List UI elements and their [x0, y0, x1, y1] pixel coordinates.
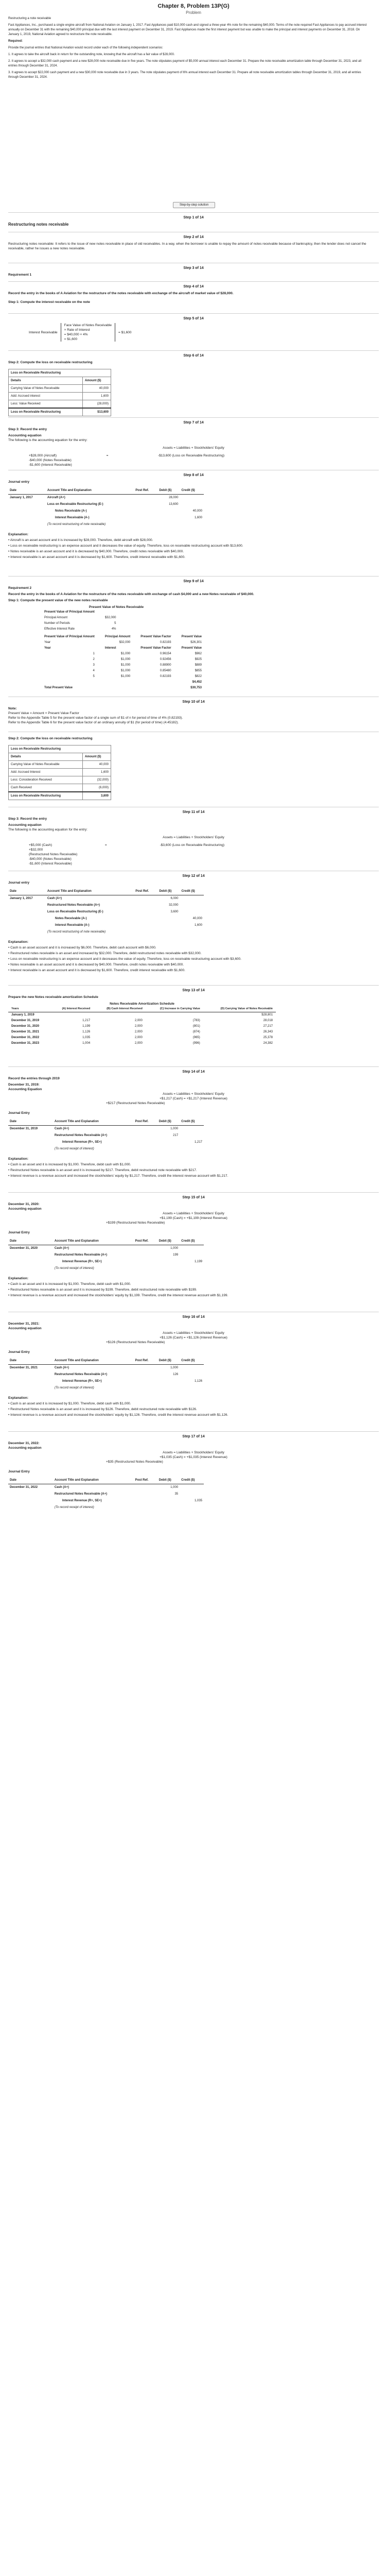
equation-line: +$1,217 (Cash) = +$1,217 (Interest Revenue)	[160, 1097, 227, 1100]
table-row: Carrying Value of Notes Receivable 40,000	[9, 761, 111, 769]
acc-eq-label: Accounting equation	[8, 1446, 42, 1450]
journal-row: Interest Receivable (A-) 1,600	[55, 516, 202, 519]
note-text: Refer to the Appendix Table 6 for the present value factor of an ordinary annuity of $1 (for period of time) (4.45182).	[8, 721, 179, 724]
step-label: Step 6 of 14	[183, 354, 204, 358]
schedule-header: (D) Carrying Value of Notes Receivable	[203, 1006, 276, 1012]
journal-label: Journal Entry	[8, 1350, 30, 1354]
explanation-item: • Interest receivable is an asset account and it is decreased by $1,600. Therefore, credit interest receivable with $1,600.	[8, 968, 379, 973]
equation-term: -$1,600 (Interest Receivable)	[29, 463, 72, 467]
step-label: Step 10 of 14	[182, 700, 205, 704]
schedule-row: December 31, 2023 1,004 2,000 (996) 24,382	[11, 1042, 273, 1045]
step-by-step-button[interactable]: Step-by-step solution	[173, 202, 215, 208]
step-label: Step 3 of 14	[183, 266, 204, 270]
formula-result: = $1,600	[118, 330, 132, 334]
acc-eq-label: Accounting equation	[8, 823, 42, 827]
step-label: Step 4 of 14	[183, 285, 204, 289]
journal-header: Credit ($)	[180, 487, 204, 495]
schedule-title: Notes Receivable Amortization Schedule	[110, 1002, 174, 1006]
journal-row: Interest Revenue (R+, SE+) 1,199	[62, 1260, 202, 1263]
explanation-item: • Notes receivable is an asset account and it is decreased by $40,000. Therefore, credit notes receivable with $40,000.	[8, 549, 379, 554]
explanation-item: • Aircraft is an asset account and it is increased by $28,000. Therefore, debit aircraft with $28,000.	[8, 538, 379, 543]
step-label: Step 1 of 14	[183, 216, 204, 219]
table-header: Amount ($)	[82, 753, 111, 761]
journal-narration: (To record receipt of interest)	[54, 1506, 94, 1509]
table-title: Loss on Receivable Restructuring	[9, 369, 111, 377]
journal-header: Post Ref.	[133, 1238, 157, 1245]
journal-header: Credit ($)	[180, 1477, 204, 1484]
step-5-section	[8, 316, 379, 342]
journal-row: Restructured Notes Receivable (A+) 32,000	[47, 904, 179, 907]
journal-header: Date	[8, 1477, 53, 1484]
step-9-section	[8, 579, 379, 691]
pv-row: 5 $1,000 0.82193 $822	[93, 675, 202, 678]
journal-table	[8, 1238, 204, 1272]
journal-header: Credit ($)	[180, 888, 204, 895]
pv-table	[39, 609, 121, 632]
equation-term: +$217 (Restructured Notes Receivable)	[106, 1101, 165, 1105]
journal-row: Interest Revenue (R+, SE+) 1,126	[62, 1380, 202, 1383]
journal-row: Notes Receivable (A-) 40,000	[55, 510, 202, 513]
pv-row: 4 $1,000 0.85480 $855	[93, 669, 202, 672]
step-15-section	[8, 1195, 379, 1299]
pv-row: Principal Amount $32,000	[44, 616, 116, 619]
step-8-section	[8, 473, 379, 561]
journal-header: Account Title and Explanation	[53, 1118, 134, 1126]
equation-line: +$1,199 (Cash) = +$1,199 (Interest Revenue)	[160, 1216, 227, 1220]
journal-table	[8, 487, 204, 528]
explanation-item: • Cash is an asset and it is increased by $1,000. Therefore, debit cash with $1,000.	[8, 1162, 379, 1167]
table-row: Cash Received (6,000)	[9, 784, 111, 792]
journal-narration: (To record restructuring of note receivable)	[47, 930, 106, 934]
step-label: Step 9 of 14	[183, 580, 204, 583]
journal-label: Journal entry	[8, 480, 30, 484]
pv-row: 3 $1,000 0.88900 $889	[93, 664, 202, 667]
acc-eq-text: The following is the accounting equation for the entry:	[8, 438, 87, 442]
table-total-row: Loss on Receivable Restructuring 3,600	[9, 792, 111, 800]
table-total-row: Loss on Receivable Restructuring $13,600	[9, 408, 111, 416]
requirement-heading: Requirement 2	[8, 586, 32, 590]
explanation-item: • Notes receivable is an asset account and it is decreased by $40,000. Therefore, credit notes receivable with $40,000.	[8, 962, 379, 967]
sub-step-heading: Step 2: Compute the loss on receivable restructuring	[8, 737, 93, 740]
equation-term: +$32,000	[29, 848, 43, 852]
definition-text: Restructuring notes receivable: It refers to the issue of new notes receivable in place of old receivables. In a way, when the borrower is unable to repay the amount of notes receivable because of bankruptcy, then the lender does not cancel the receivable, rather he issues a new notes receivable.	[8, 242, 366, 250]
step-16-section	[8, 1315, 379, 1418]
date-heading: December 31, 2019:	[8, 1083, 40, 1087]
divider	[8, 1192, 379, 1193]
step-2-section	[8, 235, 379, 251]
step-label: Step 17 of 14	[182, 1435, 205, 1438]
journal-header: Debit ($)	[157, 1118, 180, 1126]
amortization-table	[8, 1006, 276, 1046]
step-label: Step 7 of 14	[183, 421, 204, 425]
requirement-text: Record the entry in the books of A Aviation for the restructure of the notes receivable with exchange of the aircraft of market value of $28,000.	[8, 292, 234, 295]
explanation-item: • Interest receivable is an asset account and it is decreased by $1,600. Therefore, credit interest receivable with $1,600.	[8, 555, 379, 560]
journal-header: Credit ($)	[180, 1238, 204, 1245]
requirement-text: Record the entry in the books of A Aviation for the restructure of the notes receivable with exchange of cash $4,000 and a new Notes receivable of $40,000.	[8, 592, 254, 596]
journal-row: January 1, 2017 Cash (A+) 6,000	[10, 897, 179, 900]
schedule-row: December 31, 2021 1,126 2,000 (874) 26,343	[11, 1030, 273, 1033]
explanation-item: • Loss on receivable restructuring is an expense account and it decreases the value of equity. Therefore, loss on receivable restructuring account with $13,600.	[8, 544, 379, 548]
requirement-heading: Requirement 1	[8, 273, 32, 277]
journal-header: Post Ref.	[133, 1477, 157, 1484]
equation-term: +$35 (Restructured Notes Receivable)	[106, 1460, 163, 1464]
problem-paragraph: Fast Appliances, Inc., purchased a single engine aircraft from National Aviation on January 1, 2017. Fast Appliances paid $10,000 cash and signed a three-year 4% note for the remaining $40,000. Terms of the note required Fast Appliances to pay accrued interest annually on December 31 with the remaining $40,000 principal due with the last interest payment on December 31, 2019. Fast Appliances made the first interest payment but was unable to make the principal and interest payments on December 31, 2018. On January 1, 2019, National Aviation agreed to restructure the note receivable.	[8, 24, 367, 36]
step-label: Step 11 of 14	[182, 810, 205, 814]
explanation-item: • Cash is an asset and it is increased by $1,000. Therefore, debit cash with $1,000.	[8, 1401, 379, 1406]
schedule-header: (B) Cash Interest Received	[93, 1006, 146, 1012]
divider	[8, 1431, 379, 1432]
divider	[8, 281, 379, 282]
equation-line: Assets = Liabilities + Stockholders' Equity	[163, 446, 224, 450]
note-label: Note:	[8, 707, 17, 710]
journal-header: Debit ($)	[157, 1358, 180, 1365]
journal-row: Restructured Notes Receivable (A+) 199	[54, 1253, 179, 1257]
journal-header: Date	[8, 487, 46, 495]
journal-table	[8, 888, 204, 936]
page-title: Chapter 8, Problem 13P(G)	[157, 3, 230, 9]
explanation-item: • Restructured Notes receivable is an asset and it is increased by $126. Therefore, debit restructured note receivable with $126.	[8, 1407, 379, 1412]
journal-row: Interest Revenue (R+, SE+) 1,035	[62, 1499, 202, 1502]
step-7-section	[8, 420, 379, 467]
schedule-header: (A) Interest Received	[50, 1006, 93, 1012]
journal-header: Date	[8, 888, 46, 895]
journal-header: Credit ($)	[180, 1118, 204, 1126]
equation-term: -$13,600 (Loss on Receivable Restructuring)	[158, 454, 224, 457]
divider	[8, 1066, 379, 1067]
journal-header: Date	[8, 1358, 53, 1365]
schedule-row: December 31, 2019 1,217 2,000 (783) 28,018	[11, 1019, 273, 1022]
note-text: Refer to the Appendix Table 5 for the present value factor of a single sum of $1 of n for period of time of 4% (0.82193).	[8, 716, 183, 720]
journal-header: Credit ($)	[180, 1358, 204, 1365]
explanation-label: Explanation:	[8, 1157, 29, 1161]
sub-step-heading: Step 1: Compute the interest receivable on the note	[8, 300, 90, 304]
problem-paragraph: 1. It agrees to take the aircraft back in return for the outstanding note, knowing that the aircraft has a fair value of $28,000.	[8, 53, 175, 56]
equation-term: +$199 (Restructured Notes Receivable)	[106, 1221, 165, 1225]
explanation-item: • Restructured Notes receivable is an asset and it is increased by $199. Therefore, debit restructured note receivable with $199.	[8, 1287, 379, 1292]
interest-formula	[29, 323, 379, 342]
sub-step-heading: Step 3: Record the entry	[8, 428, 47, 431]
step-3-section	[8, 266, 379, 279]
equation-term: =	[104, 843, 107, 847]
journal-row: Interest Revenue (R+, SE+) 1,217	[62, 1141, 202, 1144]
equation-term: +$28,000 (Aircraft)	[29, 454, 57, 457]
journal-narration: (To record receipt of interest)	[54, 1147, 94, 1150]
step-label: Step 12 of 14	[182, 874, 205, 878]
equation-term: +$5,000 (Cash)	[29, 843, 52, 847]
journal-header: Account Title and Explanation	[46, 888, 134, 895]
journal-label: Journal Entry	[8, 1231, 30, 1234]
step-label: Step 15 of 14	[182, 1196, 205, 1199]
schedule-row: December 31, 2022 1,035 2,000 (965) 25,378	[11, 1036, 273, 1039]
sub-step-heading: Step 2: Compute the loss on receivable restructuring	[8, 361, 93, 364]
journal-row: Loss on Receivable Restructuring (E-) 13,600	[47, 503, 179, 506]
step-label: Step 14 of 14	[182, 1070, 205, 1074]
journal-header: Debit ($)	[157, 487, 180, 495]
formula-line: = $40,000 × 4%	[64, 333, 88, 336]
step-13-section	[8, 988, 379, 1046]
pv-row: 2 $1,000 0.92456 $925	[93, 658, 202, 661]
schedule-header: Years	[8, 1006, 50, 1012]
section-heading: Restructuring notes receivable	[8, 222, 69, 227]
pv-principal-table: Present Value of Principal Amount Principal Amount Present Value Factor Present Value Year $32,000 0.82193 $26,301 Year Interest Present Value Factor Present Value 1 $1,000 0.96154 $962 2 $1,000 0.92456 $925 3 $1,000 0.88900 $889 4 $1,000 0.85480 $855 5 $1,000 0.82193 $822 $4,452 Total Present Value $30,753	[39, 634, 207, 691]
journal-label: Journal Entry	[8, 1470, 30, 1473]
journal-row: Loss on Receivable Restructuring (E-) 3,600	[47, 910, 179, 913]
journal-row: Restructured Notes Receivable (A+) 126	[54, 1373, 179, 1376]
equation-term: (Restructured Notes Receivable)	[29, 853, 78, 856]
loss-table	[8, 745, 111, 800]
equation-term: +$126 (Restructured Notes Receivable)	[106, 1341, 165, 1344]
table-row: Add: Accrued interest 1,600	[9, 393, 111, 400]
acc-eq-label: Accounting Equation	[8, 1088, 42, 1091]
pv-row: Year $32,000 0.82193 $26,301	[44, 641, 202, 644]
journal-header: Debit ($)	[157, 1238, 180, 1245]
journal-table	[8, 1118, 204, 1153]
date-heading: December 31, 2021:	[8, 1322, 40, 1326]
step-label: Step 13 of 14	[182, 989, 205, 992]
formula-label: Interest Receivable	[29, 330, 58, 334]
journal-label: Journal entry	[8, 881, 30, 885]
explanation-item: • Loss on receivable restructuring is an expense account and it decreases the value of equity. Therefore, loss on receivable restructuring account with $3,600.	[8, 957, 379, 961]
journal-header: Debit ($)	[157, 1477, 180, 1484]
table-row: Carrying Value of Notes Receivable 40,000	[9, 385, 111, 393]
equation-term: =	[106, 454, 109, 457]
step-label: Step 8 of 14	[183, 473, 204, 477]
divider	[8, 212, 379, 213]
step-17-section	[8, 1434, 379, 1511]
journal-row: Notes Receivable (A-) 40,000	[55, 917, 202, 920]
pv-title: Present Value of Notes Receivable	[89, 605, 144, 609]
problem-paragraph: Required:	[8, 40, 23, 43]
journal-narration: (To record restructuring of note receivable)	[47, 523, 106, 526]
divider	[8, 985, 379, 986]
table-header: Details	[9, 753, 83, 761]
journal-row: December 31, 2022 Cash (A+) 1,000	[10, 1486, 179, 1489]
schedule-row: December 31, 2020 1,199 2,000 (801) 27,217	[11, 1025, 273, 1028]
equation-line	[29, 843, 224, 848]
equation-term: -$3,600 (Loss on Receivable Restructuring)	[160, 843, 224, 847]
explanation-label: Explanation:	[8, 1396, 29, 1400]
equation-term: -$40,000 (Notes Receivable)	[29, 857, 72, 861]
journal-header: Account Title and Explanation	[53, 1358, 134, 1365]
divider	[8, 313, 379, 314]
pv-row: Present Value of Principal Amount	[44, 611, 95, 614]
journal-header: Account Title and Explanation	[53, 1477, 134, 1484]
step-10b-section	[8, 735, 379, 800]
journal-row: December 31, 2021 Cash (A+) 1,000	[10, 1366, 179, 1369]
journal-row: January 1, 2017 Aircraft (A+) 28,000	[10, 496, 179, 499]
equation-line: +$1,126 (Cash) = +$1,126 (Interest Revenue)	[160, 1336, 227, 1340]
journal-header: Post Ref.	[134, 888, 157, 895]
step-11-section	[8, 810, 379, 866]
formula-bracket	[61, 323, 115, 342]
equation-line: +$1,035 (Cash) = +$1,035 (Interest Revenue)	[160, 1455, 227, 1459]
explanation-item: • Interest revenue is a revenue account and increased the stockholders' equity by $1,199. Therefore, credit the interest revenue account with $1,199.	[8, 1293, 379, 1298]
pv-row: Effective Interest Rate 4%	[44, 628, 116, 631]
section-heading: Prepare the new Notes receivable amortization Schedule	[8, 995, 98, 999]
explanation-label: Explanation:	[8, 533, 29, 536]
explanation-label: Explanation:	[8, 940, 29, 944]
step-1-section	[8, 215, 379, 227]
pv-row: 1 $1,000 0.96154 $962	[93, 652, 202, 655]
problem-paragraph: 3. It agrees to accept $22,000 cash payment and a new $30,000 note receivable due in 3 years. The note stipulates payment of 6% annual interest each December 31. Prepare all note receivable amortization tables through December 31, 2019, and all entries through December 31, 2024.	[8, 71, 361, 79]
journal-header: Post Ref.	[133, 1118, 157, 1126]
pv-row: Number of Periods 5	[44, 622, 116, 625]
acc-eq-label: Accounting equation	[8, 1207, 42, 1211]
date-heading: December 31, 2020:	[8, 1202, 40, 1206]
acc-eq-label: Accounting equation	[8, 434, 42, 437]
journal-row: December 31, 2019 Cash (A+) 1,000	[10, 1127, 179, 1130]
formula-line: × Rate of Interest	[64, 328, 90, 332]
explanation-item: • Restructured notes receivable is an asset and increased by $32,000. Therefore, debit restructured notes receivable with $32,000.	[8, 951, 379, 956]
equation-line	[29, 453, 224, 458]
step-14-section	[8, 1070, 379, 1179]
problem-paragraph: Provide the journal entries that National Aviation would record under each of the following independent scenarios:	[8, 46, 163, 49]
problem-paragraph: Restructuring a note receivable	[8, 17, 51, 20]
journal-row: Restructured Notes Receivable (A+) 35	[54, 1493, 179, 1496]
step-label: Step 5 of 14	[183, 317, 204, 320]
step-label: Step 16 of 14	[182, 1315, 205, 1319]
step-4-section	[8, 284, 379, 306]
pv-block	[39, 605, 379, 691]
equation-line: Assets = Liabilities + Stockholders' Equity	[163, 1092, 224, 1096]
schedule-row: January 1, 2019 $28,801	[11, 1013, 273, 1016]
explanation-item: • Interest revenue is a revenue account and increased the stockholders' equity by $1,126. Therefore, credit the interest revenue account with $1,126.	[8, 1413, 379, 1417]
date-heading: December 31, 2022:	[8, 1442, 40, 1445]
journal-header: Date	[8, 1238, 53, 1245]
sub-step-heading: Step 1: Compute the present value of the new notes receivable	[8, 599, 108, 602]
schedule-header: (C) Increase in Carrying Value	[146, 1006, 203, 1012]
journal-header: Post Ref.	[133, 1358, 157, 1365]
formula-line: = $1,600	[64, 337, 78, 341]
table-header: Details	[9, 377, 83, 385]
divider	[8, 350, 379, 351]
problem-paragraph: 2. It agrees to accept a $32,000 cash payment and a new $28,000 note receivable due in five years. The note stipulates payment of $5,000 annual interest each December 31. Prepare the note receivable amortization table through December 31, 2023, and all entries through December 31, 2024.	[8, 60, 361, 67]
pv-total-row: Total Present Value $30,753	[44, 686, 202, 689]
journal-table	[8, 1358, 204, 1392]
journal-narration: (To record receipt of interest)	[54, 1386, 94, 1389]
section-heading: Record the entries through 2019	[8, 1077, 60, 1080]
divider	[8, 576, 379, 577]
journal-header: Post Ref.	[134, 487, 157, 495]
equation-line: Assets = Liabilities + Stockholders' Equity	[163, 1451, 224, 1454]
equation-term: -$1,600 (Interest Receivable)	[29, 862, 72, 866]
journal-header: Debit ($)	[157, 888, 180, 895]
page-subtitle: Problem	[186, 10, 201, 15]
journal-header: Account Title and Explanation	[46, 487, 134, 495]
equation-line: Assets = Liabilities + Stockholders' Equity	[163, 1212, 224, 1215]
step-12-section	[8, 874, 379, 974]
acc-eq-text: The following is the accounting equation for the entry:	[8, 828, 87, 832]
divider	[8, 417, 379, 418]
table-row: Add: Accrued Interest 1,600	[9, 769, 111, 776]
explanation-item: • Interest revenue is a revenue account and increased the stockholders' equity by $1,217. Therefore, credit the interest revenue account with $1,217.	[8, 1174, 379, 1178]
equation-line: Assets = Liabilities + Stockholders' Equity	[163, 836, 224, 839]
table-title: Loss on Receivable Restructuring	[9, 745, 111, 753]
table-header: Amount ($)	[82, 377, 111, 385]
problem-statement	[8, 16, 371, 82]
pv-row: $4,452	[192, 681, 202, 684]
journal-header: Account Title and Explanation	[53, 1238, 134, 1245]
journal-row: December 31, 2020 Cash (A+) 1,000	[10, 1247, 179, 1250]
explanation-item: • Cash is an asset account and it is increased by $6,000. Therefore, debit cash account with $6,000.	[8, 945, 379, 950]
journal-narration: (To record receipt of interest)	[54, 1267, 94, 1270]
table-row: Less: Consideration Received (32,000)	[9, 776, 111, 784]
journal-row: Restructured Notes Receivable (A+) 217	[54, 1134, 179, 1137]
formula-text: Present Value = Amount × Present Value Factor	[8, 711, 79, 715]
explanation-item: • Restructured Notes receivable is an asset and it is increased by $217. Therefore, debit restructured note receivable with $217.	[8, 1168, 379, 1173]
journal-header: Date	[8, 1118, 53, 1126]
sub-step-heading: Step 3: Record the entry	[8, 817, 47, 821]
formula-line: Face Value of Notes Receivable	[64, 324, 112, 327]
equation-term: -$40,000 (Notes Receivable)	[29, 459, 72, 462]
loss-table	[8, 369, 111, 416]
step-10-section	[8, 700, 379, 725]
journal-row: Interest Receivable (A-) 1,600	[55, 924, 202, 927]
journal-label: Journal Entry	[8, 1111, 30, 1115]
explanation-label: Explanation:	[8, 1277, 29, 1280]
step-6-section	[8, 353, 379, 416]
table-row: Less: Value Received (28,000)	[9, 400, 111, 409]
equation-line: Assets = Liabilities + Stockholders' Equity	[163, 1331, 224, 1335]
acc-eq-label: Accounting equation	[8, 1327, 42, 1330]
explanation-item: • Cash is an asset and it is increased by $1,000. Therefore, debit cash with $1,000.	[8, 1282, 379, 1286]
step-label: Step 2 of 14	[183, 235, 204, 239]
journal-table	[8, 1477, 204, 1511]
